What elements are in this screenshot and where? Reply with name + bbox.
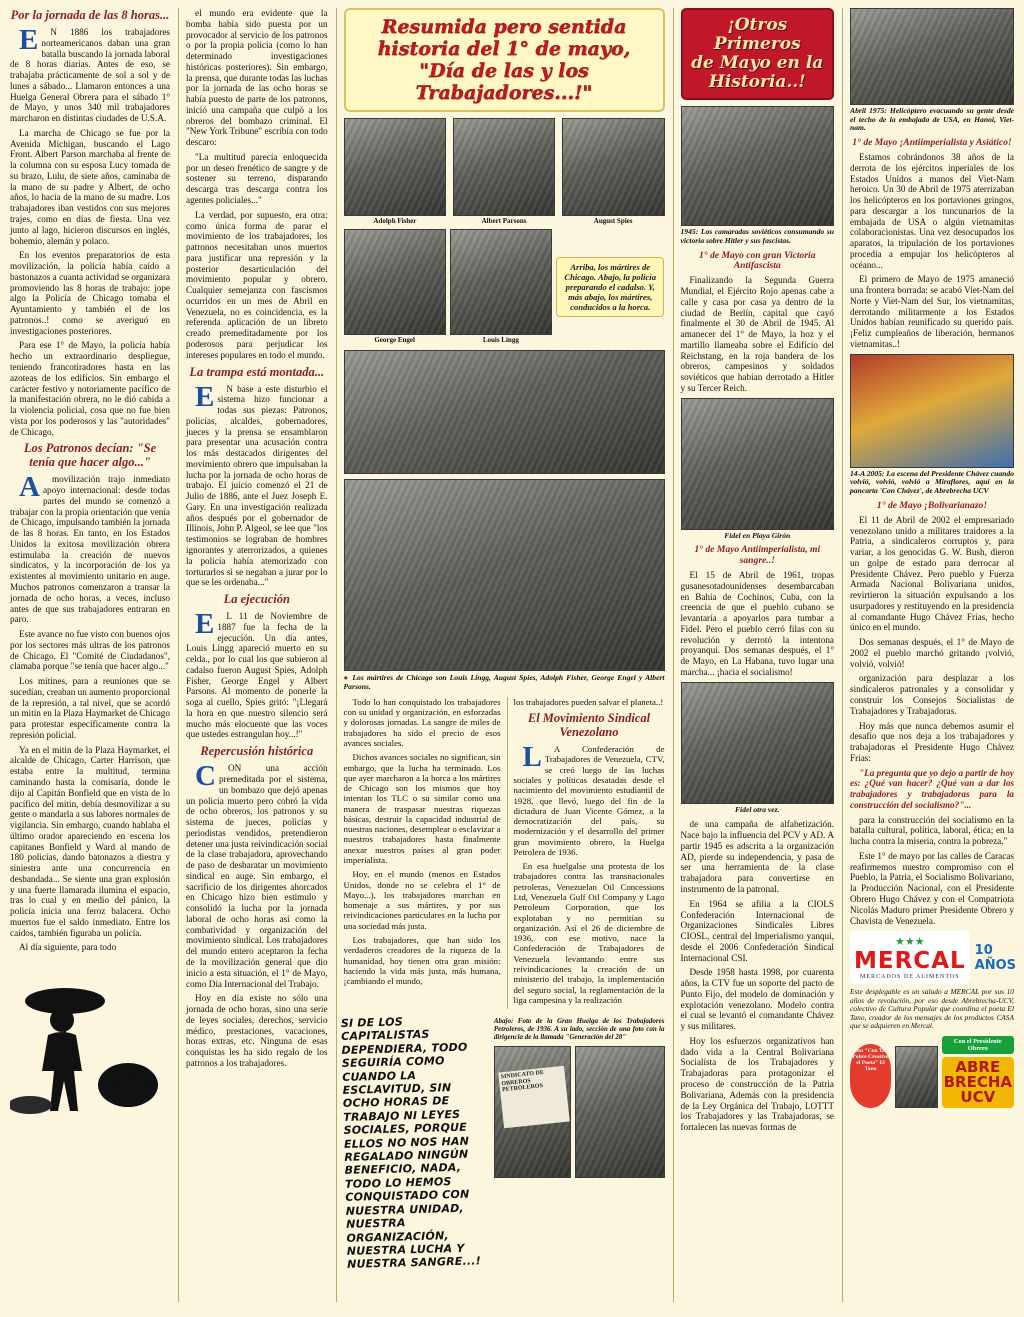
banner-line-2: historia del 1° de mayo, <box>377 37 631 60</box>
column-3-center <box>336 8 665 1302</box>
col5-para-8: Este 1° de mayo por las calles de Caracas reafirmemos nuestro compromiso con el Pueblo, la Patria, el Socialismo Bolivariano, la Producción Nacional, con el Presidente Obrero Hugo Chávez y con el Compatriota Nicolás Maduro primer Presidente Obrero y Chavista de Venezuela. <box>850 850 1014 926</box>
col4-para-5: Desde 1958 hasta 1998, por cuarenta años, la CTV fue un soporte del pacto de Punto Fijo, del modelo de dominación y explotación venezolano. Modelo contra el cual se levantó el comandante Chávez y sus militares. <box>680 967 834 1032</box>
bottom-photos <box>494 1015 665 1178</box>
col4-para-2: El 15 de Abril de 1961, tropas gusanesotadounidenses desembarcaban en Bahía de Cochinos, Cuba, con la creencia de que el pueblo cubano se levantaría a apoyarlos para tumbar a Fidel. Pero el pueblo cerró filas con su revolución y derrotó la intentona proyanqui. Dos semanas después, el 1° de Mayo, en La Habana, tuvo lugar una marcha... ¡hacia el socialismo! <box>680 570 834 677</box>
column-5 <box>842 8 1017 1302</box>
portrait-photo <box>344 118 447 216</box>
portrait-photo <box>450 229 552 335</box>
portrait-photo <box>453 118 556 216</box>
badge-tano: Con "Con Tan Pobre Creativo el Poeta" El Tano <box>850 1044 891 1108</box>
portrait-photo <box>344 229 446 335</box>
center-right-p2: En esa huelgalse una protesta de los trabajadores contra las transnacionales petroleras, Venezuelan Oil Concessions Ltd, Venezuela Gulf Oil Company y Lago Petroleum Corporation, que los explotaban y no permitían su organización. Así el 26 de diciembre de 1936, con ese motivo, nace la Confederación de Trabajadores de Venezuela levantando entre sus reivindicaciones la creación de un ministerio del trabajo, la implementación del seguro social, la reglamentación de la liga campesina y la realización <box>513 861 665 1005</box>
portrait-photo <box>562 118 665 216</box>
col2-para-7: Hoy en día existe no sólo una jornada de ocho horas, sino una serie de leyes sociales, derechos, servicio médico, prestaciones, vacaciones, horas extras, etc. Ninguna de esas conquistas les ha sido regalo de los patronos a los trabajadores. <box>186 993 328 1068</box>
martyrs-photo-caption: ● Los mártires de Chicago son Louis Lingg, August Spies, Adolph Fisher, George Engel y Albert Parsons. <box>343 673 665 692</box>
col1-para-4: Para ese 1° de Mayo, la policía había hecho un extraordinario despliegue, teniendo francotiradores hasta en las azoteas de los edificios. Sin embargo el carácter festivo y notoriamente pacífico de la manifestación obrera, no le dió cabida a la violencia policial, cosa que no fue bien vista por los poderosos y las "autoridades" de Chicago. <box>10 340 170 437</box>
banner-line-1: Resumida pero sentida <box>381 16 627 38</box>
col1-para-7: Los mítines, para a reuniones que se sucedían, creaban un aumento proporcional de la represión, a tal nivel, que se acordó un mitin en la Plaza Haymarket de Chicago para protestar específicamente contra la represión policial. <box>10 676 170 740</box>
column-1 <box>10 8 170 1302</box>
center-left-p4: Los trabajadores, que han sido los verdaderos creadores de la riqueza de la humanidad, hoy tienen otra gran misión: haciendo la vida más justa, más humana, ¡cambiando el mundo, <box>343 935 501 987</box>
caption-helicopter: Abril 1975: Helicóptero evacuando su gente desde el techo de la embajada de USA, en Hanoi, Viet-nam. <box>850 106 1014 133</box>
center-right-p0: los trabajadores pueden salvar el planeta..! <box>513 696 664 707</box>
col2-para-2: "La multitud parecía enloquecida por un deseo frenético de sangre y de sostener su terreno, disparando descarga tras descarga contra los agentes policiales..." <box>186 151 328 206</box>
col5-para-1: Estamos cobrándonos 38 años de la derrota de los ejércitos inperiales de los Estados Unidos a manos del Viet-Nam heroico. Un 30 de Abril de 1975 aterrizaban los helicópteros en los portaviones gringos, para descargar a los tuncunarios de la embajada de USA o algún vietnamitas colaboracionistas. Una vez desocupados los aparatos, la tripulación de los portaviones procedía a empujar los helicópteros al océano... <box>850 151 1014 270</box>
center-lower-columns <box>344 697 665 1009</box>
mercal-anniversary: 10 AÑOS <box>974 942 1017 973</box>
center-left-p3: Hoy, en el mundo (menos en Estados Unidos, donde no se celebra el 1° de Mayo...), los trabajadores marchan en homenaje a sus mártires, y por sus reivindicaciones particulares en la lucha por una sociedad más justa. <box>343 869 501 931</box>
center-left-p2: Dichos avances sociales no significan, sin embargo, que la lucha ha terminado. Los que ayer marcharon a la horca a los mártires de Chicago son los mismos que hoy intentan los TLC o su similar como una manera de traspasar nuestras riquezas básicas, destruir la capacidad industrial de nuestras naciones, desemplear o esclavizar a nuestros trabajadores hasta finalmente anexar nuestros países al gran poder imperialista. <box>343 752 501 866</box>
portrait-name: Adolph Fisher <box>373 217 417 226</box>
bottom-photo-caption: Abajo: Foto de la Gran Huelga de los Trabajadores Petroleros, de 1936. A su lado, sección de una foto con la dirigencia de la llamada "Generación del 28" <box>493 1017 665 1042</box>
col2-para-3: La verdad, por supuesto, era otra: como única forma de parar el movimiento de los trabajadores, los patronos necesitaban unos muertos para justificar una represión y la posterior desarticulación del movimiento popular y obrero. Cualquier semejanza con fascismos ocurridos en un mes de Abril en Venezuela, no es coincidencia, es la referenda aplicación de un libreto creado premeditadamente por los poderosos para perjudicar los intereses populares en todo el mundo. <box>186 209 328 360</box>
abrebrecha-logo: ABRE BRECHA UCV <box>943 1057 1012 1106</box>
banner-line-3: "Día de las y los <box>419 59 589 82</box>
col5-para-7: para la construcción del socialismo en la batalla cultural, política, laboral, ética; en la lucha contra la miseria, contra la pobreza." <box>850 814 1014 847</box>
columns-container <box>10 8 1017 1302</box>
oil-strike-photo <box>494 1046 571 1178</box>
col2-subheading-1: La trampa está montada... <box>189 364 325 379</box>
caption-chavez: 14-A 2005: La escena del Presidente Chávez cuando volvió, volvió, volvió a Miraflores, aquí en la pancarta 'Con Chávez', de Abrebrecha UCV <box>850 468 1014 496</box>
gallows-photo <box>344 350 665 474</box>
right-banner-line-1: ¡Otros Primeros <box>713 15 801 55</box>
placard-text: SINDICATO DE OBREROS PETROLEROS <box>498 1066 569 1129</box>
portrait-adolph-fisher <box>344 118 447 225</box>
subheading-asiatico: 1° de Mayo ¡Antiimperialista y Asiático! <box>852 137 1012 149</box>
portrait-george-engel <box>344 229 446 344</box>
col2-para-5: EL 11 de Noviembre de 1887 fue la fecha de la ejecución. Un día antes, Louis Lingg apareció muerto en su celda., por lo cual los que subieron al cadalso fueron August Spies, Adolph Fisher, George Engel y Albert Parsons. Al momento de ponerle la soga al cuello, Spies gritó: "¡Llegará la hora en que nuestro silencio será mucho más elocuente que las voces que ustedes estrangulan hoy...!" <box>186 608 328 740</box>
center-lower-left <box>344 697 501 1009</box>
col1-para-2: La marcha de Chicago se fue por la Avenida Michigan, buscando el Lago Front. Albert Parson marchaba al frente de la columna con su esposa Lucy tomada de su brazo, Lulu, de siete años, caminaba de la mano de su padre y Albert, de ocho años, lo hacía de la mano de su madre. Los trabajadores iban vestidos con sus mejores trajes, como en días de fiesta. Una vez junto al lago, hicieron discursos en inglés, bohemio, alemán y polaco. <box>10 127 170 246</box>
martyrs-photo <box>344 479 665 671</box>
col2-para-6: CON una acción premeditada por el sistema, un bombazo que dejó apenas un policía muerto pero cobró la vida de ocho obreros, los patronos y su sistema de jueces, policías y periodistas vendidos, pretendieron detener una justa reivindicación social de la clase trabajadora, aprovechando de paso de desbaratar un movimiento sindical en auge. Sin embargo, el sacrificio de los dirigentes ahorcados en Chicago hizo bien estimulo y consolidó la lucha por la jornada laboral de ocho horas así como la combatividad y organización del movimiento sindical. Los trabajadores del mundo entero aceptaron la fecha de la movilización general que dio inicio a esta situación, el 1° de Mayo, como Día Internacional del Trabajo. <box>186 760 328 989</box>
center-bottom-block <box>340 1015 665 1272</box>
col5-para-6: Hoy más que nunca debemos asumir el desafío que nos deja a los trabajadores y trabajadoras el Presidente Hugo Chávez Frías: <box>850 720 1014 763</box>
portrait-august-spies <box>562 118 665 225</box>
col4-para-3: de una campaña de alfabetización. Nace bajo la influencia del PCV y AD. A partir 1945 es adscrita a la organización AD, pierde su independencia, y pasa de ser una herramienta de la clase trabajadora para convertirse en instrumento de la patronal. <box>680 819 834 894</box>
bottom-badges <box>850 1036 1014 1108</box>
col1-heading: Por la jornada de las 8 horas... <box>10 8 170 22</box>
column-4 <box>673 8 835 1302</box>
portrait-name: Louis Lingg <box>482 336 519 345</box>
chavez-portrait-small <box>895 1046 937 1108</box>
badge-presidente: Con el Presidente Obrero <box>942 1036 1014 1054</box>
col1-para-5: Amovilización trajo inmediato apoyo internacional: desde todas partes del mundo se comenzó a trabajar con la propia orientación que venía de Chicago, impulsando también la jornada de las 8 horas. En tanto, en los Estados Unidos la exitosa movilización obrera estimulaba la creación de nuevos sindicatos, y la incorporación de los ya existentes al movimiento unitario en auge. Muchos patronos comenzaron a transar la jornada de ocho horas, a veces, incluso antes de que sus trabajadores entraran en paro. <box>10 471 170 625</box>
subheading-antiimperialista: 1° de Mayo Antiimperialista, mi sangre..! <box>694 544 821 567</box>
portrait-row-1 <box>344 118 665 225</box>
right-banner <box>681 8 835 100</box>
caption-text: Los mártires de Chicago son Louis Lingg, August Spies, Adolph Fisher, George Engel y Albert Parsons. <box>343 673 665 692</box>
col1-subheading: Los Patronos decían: "Se tenía que hacer algo..." <box>23 441 157 470</box>
center-lower-right <box>507 697 665 1009</box>
mercal-logo: ★★★ MERCAL MERCADOS DE ALIMENTOS <box>850 931 970 984</box>
col1-para-9: Al día siguiente, para todo <box>19 942 117 953</box>
col1-para-8: Ya en el mitin de la Plaza Haymarket, el alcalde de Chicago, Carter Harrison, que estaba entre la multitud, termina caminando hasta la comisaría, donde le dijo al Capitán Bonfield que en vista de lo pacífico del mitin, debía desmovilizar a su gente o mandarla a sus labores normales de vigilancia. Sin embargo, cuando hablaba el último orador apareciendo en escena los capitanes Bonfield y Ward al mando de 180 policías, dando batonazos a diestra y siniestra ante una concurrencia en desbandada... Se siente una gran explosión y una fuerte llamarada ilumina el espacio, tras lo cual y en medio del pánico, la policía inicia una feroz balacera. Ocho muertos fue el saldo inmediato. Entre los caídos, también figuraba un policía. <box>10 744 170 938</box>
portrait-name: August Spies <box>593 217 633 226</box>
portrait-name: Albert Parsons <box>481 217 527 226</box>
fidel-playa-giron-photo <box>681 398 835 530</box>
col4-para-4: En 1964 se afilia a la CIOLS Confederación Internacional de Organizaciones Sindicales Libres CIOSL, central del Imperialismo yanqui, desde el 2006 Confederación Sindical Internacional CSI. <box>680 898 834 963</box>
caption-fidel: Fidel en Playa Girón <box>724 530 791 540</box>
banner-line-4: Trabajadores...!" <box>415 81 593 104</box>
col2-para-4: EN base a este disturbio el sistema hizo funcionar a todas sus piezas: Patronos, policías, alcaldes, gobernadores, jueces y la prensa se ensamblaron para presentar una acusación contra los más destacados dirigentes del movimiento obrero que impulsaban la lucha por la jornada de ocho horas de trabajo. El juicio comenzó el 21 de Julio de 1886, ante el Juez Joseph E. Gary. En una investigación realizada años después por el gobernador de Illinois, John P. Algeol, se lee que "los testimonios se lograban de hombres ignorantes y aterrorizados, a quienes la policía había atemorizado con torturarlos si se negaban a jurar por lo que se les ordenaba..." <box>186 380 328 588</box>
col5-para-3: El 11 de Abril de 2002 el empresariado venezolano unido a militares traidores a la Patria, a sindicaleros corruptos y, para variar, a los genocidas G. W. Bush, dieron un golpe de estado para derrocar al Presidente Chávez. Pero pueblo y Fuerza Armada Nacional Bolivariana unidos, revirtieron la situación expulsando a los usurpadores y restituyendo en la presidencia al comandante Hugo Chávez Frías, hecho único en el mundo. <box>850 514 1014 633</box>
fidel-second-photo <box>681 682 835 804</box>
center-left-p1: Todo lo han conquistado los trabajadores con su unidad y organización, en esforzadas y dolorosas jornadas. La sangre de miles de trabajadores ha sido el precio de esos avances sociales. <box>343 696 501 748</box>
mercal-note: Este desplegable es un saludo a MERCAL por sus 10 años de revolución, por eso desde Abrebrecha-UCV, colectivo de Cultura Popular que coordina el poeta El Tano, creador de los mensajes de los productos CASA que se adquieren en Mercal. <box>850 987 1014 1031</box>
subheading-antifascista: 1° de Mayo con gran Victoria Antifascista <box>698 249 816 272</box>
portrait-row-2 <box>344 229 665 344</box>
soviet-victory-photo <box>681 106 835 226</box>
center-subheading-sindical: El Movimiento Sindical Venezolano <box>527 711 651 740</box>
center-banner <box>344 8 665 112</box>
col2-subheading-2: La ejecución <box>223 592 290 607</box>
col5-para-5: organización para desplazar a los sindicaleros patronales y a consolidar y construir los Consejos Socialistas de Trabajadores y Trabajadoras. <box>850 673 1014 716</box>
caption-fidel-2: Fidel otra vez. <box>734 804 780 814</box>
portrait-louis-lingg <box>450 229 552 344</box>
center-right-p1: LA Confederación de Trabajadores de Venezuela, CTV, se creó luego de las luchas sociales y políticas desatadas desde el nacimiento del movimiento estudiantil de 1928, que llevó, luego del fin de la dictadura de Juan Vicente Gómez, a la democratización del país, su modernización y el desarrollo del primer gran movimiento obrero, la Huelga Petrolera de 1936. <box>513 741 665 857</box>
helicopter-photo <box>850 8 1014 105</box>
col1-para-1: EN 1886 los trabajadores norteamericanos daban una gran batalla buscando la jornada laboral de 8 horas diarias. Antes de eso, se trabajaba prácticamente de sol a sol y de lunes a sábado... Llamaron entonces a una Huelga General Obrera para el sábado 1° de Mayo, y unos 340 mil trabajadores marcharon en distintas ciudades de U.S.A. <box>10 24 170 124</box>
handwritten-note <box>340 1015 489 1272</box>
generation-28-photo <box>575 1046 665 1178</box>
col5-para-4: Dos semanas después, el 1° de Mayo de 2002 el pueblo marchó gritando ¡volvió, volvió, volvió! <box>850 637 1014 669</box>
mercal-subtitle: MERCADOS DE ALIMENTOS <box>860 974 960 981</box>
col1-para-6: Este avance no fue visto con buenos ojos por los sectores más ultras de los patronos de Chicago. El "Comité de Ciudadanos", clamaba porque "se tenía que hacer algo..." <box>10 629 170 672</box>
col2-subheading-3: Repercusión histórica <box>200 744 314 759</box>
center-yellow-note <box>556 229 665 344</box>
handwritten-text: SI DE LOS CAPITALISTAS DEPENDIERA, TODO SEGUIRÍA COMO CUANDO LA ESCLAVITUD, SIN OCHO HORAS DE TRABAJO NI LEYES SOCIALES, PORQUE ELLOS NO NOS HAN REGALADO NINGÚN BENEFICIO, NADA, TODO LO HEMOS CONQUISTADO CON NUESTRA UNIDAD, NUESTRA ORGANIZACIÓN, NUESTRA LUCHA Y NUESTRA SANGRE...! <box>340 1015 481 1272</box>
subheading-bolivarianazo: 1° de Mayo ¡Bolivarianazo! <box>876 499 988 511</box>
chavez-miraflores-photo <box>850 354 1014 468</box>
mercal-name: MERCAL <box>854 948 966 975</box>
col5-para-2: El primero de Mayo de 1975 amaneció una frontera borrada: se acabó Viet-Nam del Norte y Viet-Nam del Sur, los vietnamitas, derrotando militarmente a los Estados Unidos habían reunificado su querido país. ¡Feliz cumpleaños de liberación, hermanos vietnamitas..! <box>850 274 1014 349</box>
portrait-name: George Engel <box>374 336 415 345</box>
portrait-albert-parsons <box>453 118 556 225</box>
mercal-block <box>850 931 1017 984</box>
umbrella-illustration <box>10 965 170 1115</box>
yellow-note-text: Arriba, los mártires de Chicago. Abajo, la policía preparando el cadalso. Y, más abajo, los mártires, conducidos a la horca. <box>556 257 665 318</box>
col1-para-3: En los eventos preparatorios de esta movilización, la policía había caído a bastonazos a cuanta actividad se organizara promoviendo las 8 horas de trabajo: jope algo la Policía de Chicago tomaba el Ayuntamiento y también el de los patronos..! como se averiguó en investigaciones posteriores. <box>10 250 170 336</box>
col4-para-6: Hoy los esfuerzos organizativos han dado vida a la Central Bolivariana Socialista de los Trabajadores y Trabajadoras para protagonizar el proceso de construcción de la Patria Bolivariana, Además con la presidencia de la Ley Orgánica del Trabajo, LOTTT los Trabajadores y las Trabajadoras, se fortalecen las nuevas formas de <box>680 1035 834 1133</box>
chavez-quote: "La pregunta que yo dejo a partir de hoy es: ¿Qué van hacer? ¿Qué van a dar los trabajadores y trabajadoras para la construcción del socialismo?"... <box>850 767 1014 810</box>
col2-para-1: el mundo era evidente que la bomba había sido puesta por un provocador al servicio de los patronos o por la propia policía (como lo han determinado investigaciones históricas posteriores). Sin embargo, la prensa, que durante todas las luchas por la jornada de las ocho horas se había puesto de parte de los patronos, inició una campaña que culpó a los obreros del bombazo criminal. El "New York Tribune" escribía con todo descaro: <box>186 8 328 148</box>
column-2 <box>178 8 328 1302</box>
col4-para-1: Finalizando la Segunda Guerra Mundial, el Ejército Rojo apenas cabe a calle y casa por casa ya dentro de la ciudad de Berlín, capital que cayó finalmente el 30 de Abril de 1945. Al amanecer del 1° de Mayo, la hoz y el martillo llameaba sobre el Edificio del Reichstang, en la roja bandera de los obreros, campesinos y soldados soviéticos que habían derrotado a Hitler y su Tercer Reich. <box>680 275 834 393</box>
right-banner-line-2: de Mayo en la Historia..! <box>691 53 824 93</box>
caption-soviet: 1945: Los camaradas soviéticos consumando su victoria sobre Hitler y sus fascistas. <box>680 227 834 245</box>
